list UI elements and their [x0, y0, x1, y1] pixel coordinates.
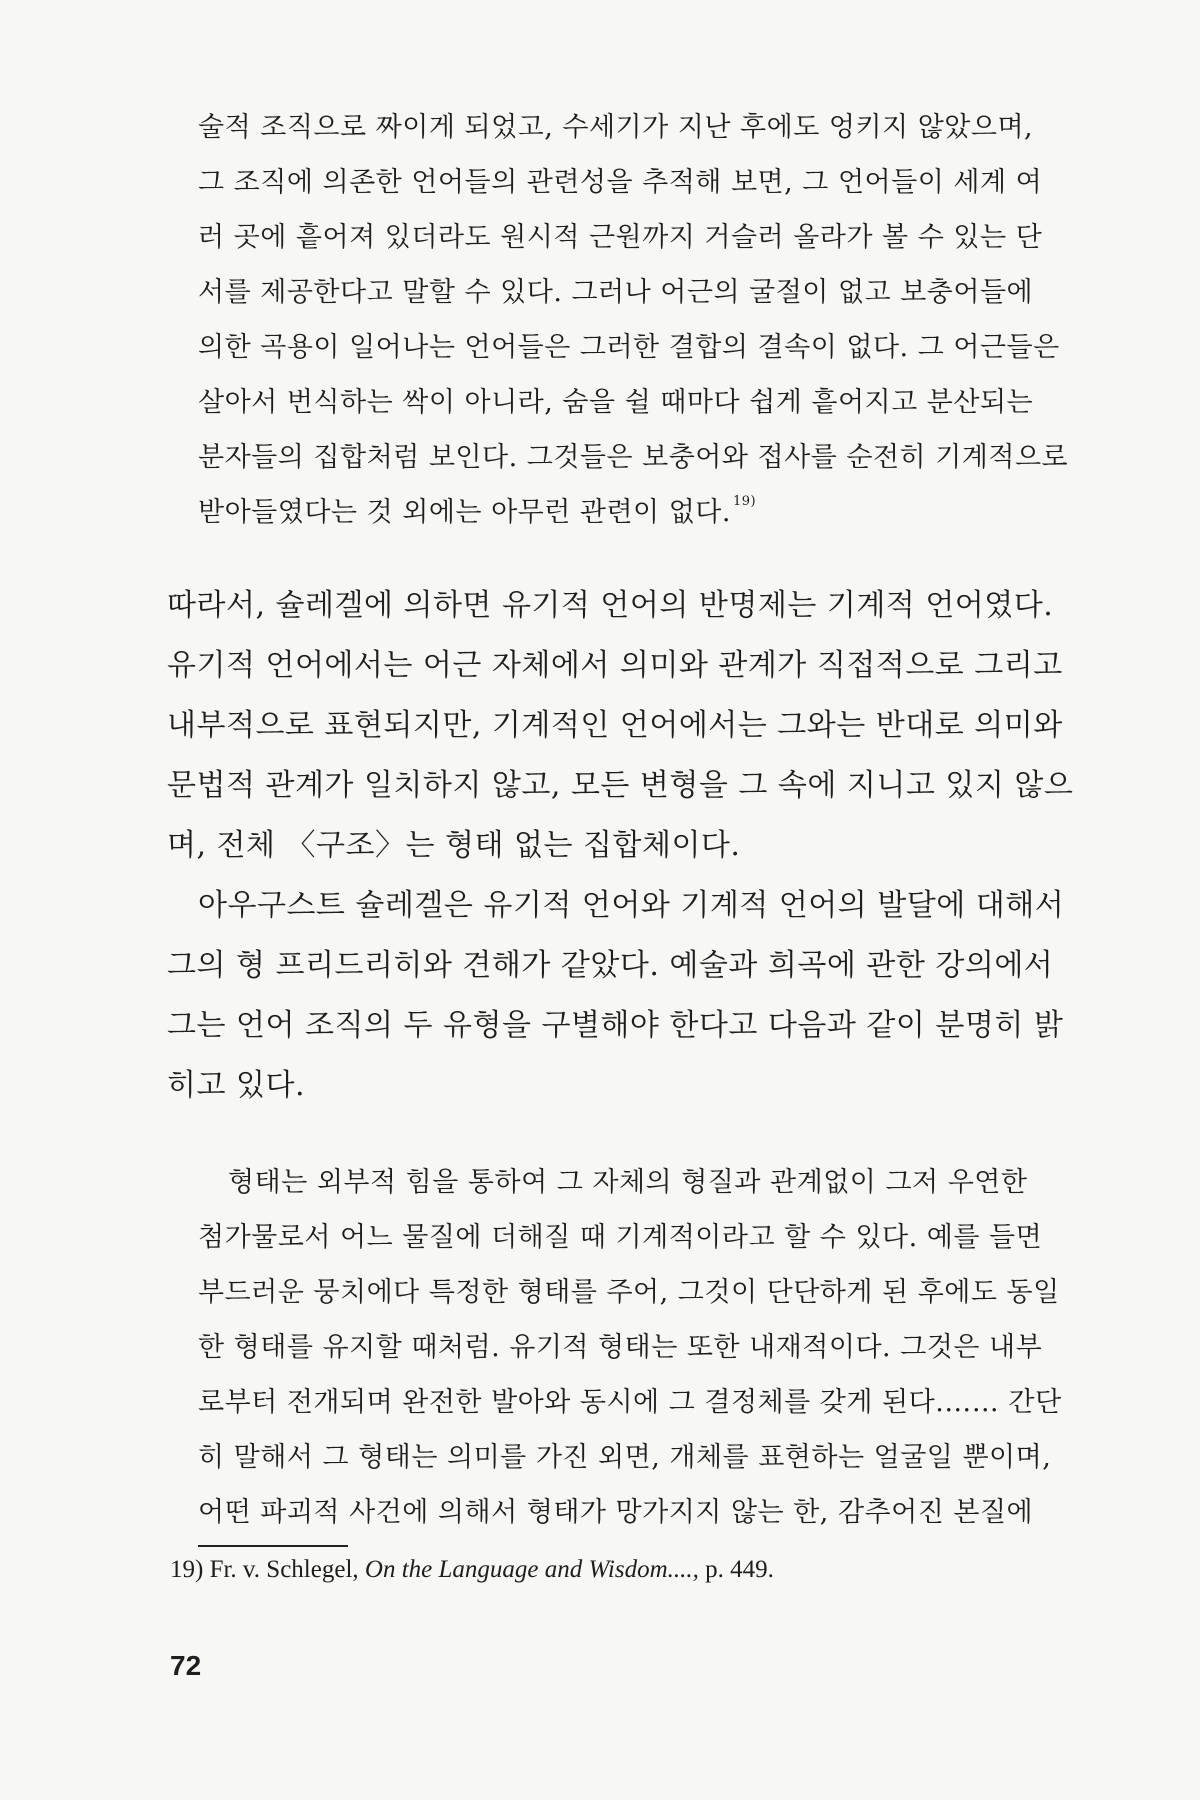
quote-line: 서를 제공한다고 말할 수 있다. 그러나 어근의 굴절이 없고 보충어들에: [198, 277, 1034, 308]
quote-line: 분자들의 집합처럼 보인다. 그것들은 보충어와 접사를 순전히 기계적으로: [198, 442, 1069, 473]
quote-line: 한 형태를 유지할 때처럼. 유기적 형태는 또한 내재적이다. 그것은 내부: [198, 1332, 1043, 1363]
quote-line: 부드러운 뭉치에다 특정한 형태를 주어, 그것이 단단하게 된 후에도 동일: [198, 1277, 1060, 1308]
footnote-author: Fr. v. Schlegel,: [209, 1556, 359, 1583]
paragraph-line: 그의 형 프리드리히와 견해가 같았다. 예술과 희곡에 관한 강의에서: [167, 948, 1054, 983]
paragraph-line: 히고 있다.: [167, 1068, 305, 1103]
footnote: [170, 1556, 774, 1584]
footnote-number: 19): [170, 1556, 204, 1583]
quote-line: 의한 곡용이 일어나는 언어들은 그러한 결합의 결속이 없다. 그 어근들은: [198, 332, 1060, 363]
quote-line: 술적 조직으로 짜이게 되었고, 수세기가 지난 후에도 엉키지 않았으며,: [198, 112, 1034, 143]
quote-line: 히 말해서 그 형태는 의미를 가진 외면, 개체를 표현하는 얼굴일 뿐이며,: [198, 1442, 1052, 1473]
quote-line: 첨가물로서 어느 물질에 더해질 때 기계적이라고 할 수 있다. 예를 들면: [198, 1222, 1043, 1253]
paragraph-line: 내부적으로 표현되지만, 기계적인 언어에서는 그와는 반대로 의미와: [167, 708, 1063, 743]
quote-line: 어떤 파괴적 사건에 의해서 형태가 망가지지 않는 한, 감추어진 본질에: [198, 1497, 1034, 1528]
paragraph-line: 그는 언어 조직의 두 유형을 구별해야 한다고 다음과 같이 분명히 밝: [167, 1008, 1064, 1043]
paragraph-line: 문법적 관계가 일치하지 않고, 모든 변형을 그 속에 지니고 있지 않으: [167, 768, 1074, 803]
footnote-divider: [198, 1545, 348, 1547]
quote-line-last: [198, 490, 756, 529]
footnote-reference: 19): [732, 494, 757, 509]
page-number: 72: [170, 1650, 202, 1681]
footnote-title: On the Language and Wisdom....,: [364, 1556, 699, 1583]
paragraph-line: 유기적 언어에서는 어근 자체에서 의미와 관계가 직접적으로 그리고: [167, 648, 1063, 683]
footnote-page: p. 449.: [705, 1556, 774, 1583]
quote-line: 형태는 외부적 힘을 통하여 그 자체의 형질과 관계없이 그저 우연한: [228, 1167, 1028, 1198]
quote-line: 살아서 번식하는 싹이 아니라, 숨을 쉴 때마다 쉽게 흩어지고 분산되는: [198, 387, 1034, 418]
quote-line: 그 조직에 의존한 언어들의 관련성을 추적해 보면, 그 언어들이 세계 여: [198, 167, 1043, 198]
quote-line: 로부터 전개되며 완전한 발아와 동시에 그 결정체를 갖게 된다.…… 간단: [198, 1387, 1062, 1418]
quote-text: 받아들였다는 것 외에는 아무런 관련이 없다.: [198, 497, 731, 528]
paragraph-line: 며, 전체 〈구조〉는 형태 없는 집합체이다.: [167, 828, 741, 863]
paragraph-line: 따라서, 슐레겔에 의하면 유기적 언어의 반명제는 기계적 언어였다.: [167, 588, 1054, 623]
quote-line: 러 곳에 흩어져 있더라도 원시적 근원까지 거슬러 올라가 볼 수 있는 단: [198, 222, 1043, 253]
paragraph-line: 아우구스트 슐레겔은 유기적 언어와 기계적 언어의 발달에 대해서: [198, 888, 1065, 923]
